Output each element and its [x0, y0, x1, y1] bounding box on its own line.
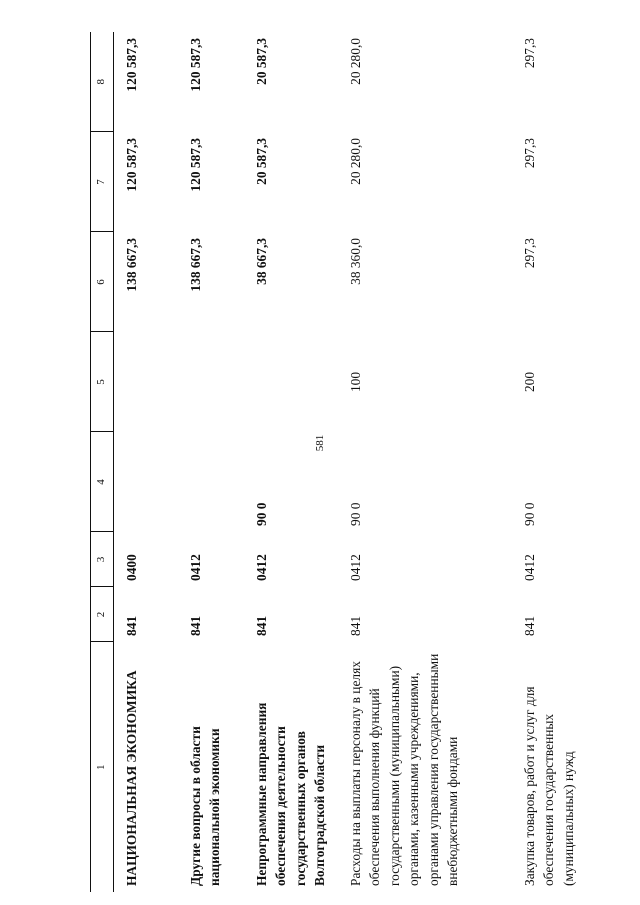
- table-header: [91, 32, 114, 892]
- cell-amount-1: 138 667,3: [124, 238, 139, 292]
- cell-ministry-code: 841: [522, 615, 537, 636]
- cell-target-article: 90 0: [254, 502, 269, 526]
- cell-section-code: 0412: [348, 554, 363, 581]
- col-header-5: 5: [91, 332, 114, 432]
- table-row: [114, 32, 183, 892]
- cell-ministry-code: 841: [188, 615, 203, 636]
- col-header-2: 2: [91, 587, 114, 642]
- col-header-8: 8: [91, 32, 114, 132]
- cell-amount-2: 120 587,3: [124, 138, 139, 192]
- cell-amount-1: 297,3: [522, 238, 537, 269]
- cell-target-article: 90 0: [522, 502, 537, 526]
- cell-amount-1: 138 667,3: [188, 238, 203, 292]
- cell-target-article: [182, 432, 246, 532]
- cell-ministry-code: 841: [254, 615, 269, 636]
- col-header-3: 3: [91, 532, 114, 587]
- col-header-1: 1: [91, 642, 114, 892]
- header-row: [91, 32, 114, 892]
- table-row: [182, 32, 246, 892]
- cell-section-code: 0412: [188, 554, 203, 581]
- cell-amount-2: 297,3: [522, 138, 537, 169]
- row-name: Непрограммные направления обеспечения деятельности государственных органов Волгоградской области: [254, 702, 328, 886]
- cell-target-article: [114, 432, 183, 532]
- cell-expense-type: 200: [522, 371, 537, 393]
- rotated-table-container: [90, 32, 640, 892]
- cell-amount-3: 297,3: [522, 38, 537, 69]
- budget-table: [90, 32, 610, 892]
- cell-amount-2: 120 587,3: [188, 138, 203, 192]
- cell-expense-type: 100: [348, 371, 363, 393]
- cell-amount-2: 20 587,3: [254, 138, 269, 185]
- table-row: [342, 32, 516, 892]
- rotated-page-content: [90, 32, 640, 892]
- row-name: Закупка товаров, работ и услуг для обеспечения государственных (муниципальных) нужд: [522, 686, 576, 886]
- cell-expense-type: [114, 332, 183, 432]
- cell-amount-1: 38 360,0: [348, 238, 363, 285]
- cell-amount-3: 20 587,3: [254, 38, 269, 85]
- cell-amount-1: 38 667,3: [254, 238, 269, 285]
- col-header-4: 4: [91, 432, 114, 532]
- cell-ministry-code: 841: [348, 615, 363, 636]
- cell-amount-3: 120 587,3: [124, 38, 139, 92]
- cell-section-code: 0400: [124, 554, 139, 581]
- row-name: НАЦИОНАЛЬНАЯ ЭКОНОМИКА: [124, 670, 139, 886]
- cell-expense-type: [182, 332, 246, 432]
- cell-amount-2: 20 280,0: [348, 138, 363, 185]
- cell-ministry-code: 841: [124, 615, 139, 636]
- cell-section-code: 0412: [254, 554, 269, 581]
- table-row: [516, 32, 610, 892]
- page-number: 581: [314, 434, 326, 452]
- row-name: Другие вопросы в области национальной экономики: [188, 726, 223, 886]
- cell-expense-type: [246, 332, 342, 432]
- cell-amount-3: 20 280,0: [348, 38, 363, 85]
- cell-target-article: 90 0: [348, 502, 363, 526]
- row-name: Расходы на выплаты персоналу в целях обеспечения выполнения функций государственными (муниципальными) органами, казенными учреждениями, органами управления государственными внебюджетными фондами: [348, 653, 461, 886]
- col-header-6: 6: [91, 232, 114, 332]
- col-header-7: 7: [91, 132, 114, 232]
- cell-amount-3: 120 587,3: [188, 38, 203, 92]
- table-row: [246, 32, 342, 892]
- cell-section-code: 0412: [522, 554, 537, 581]
